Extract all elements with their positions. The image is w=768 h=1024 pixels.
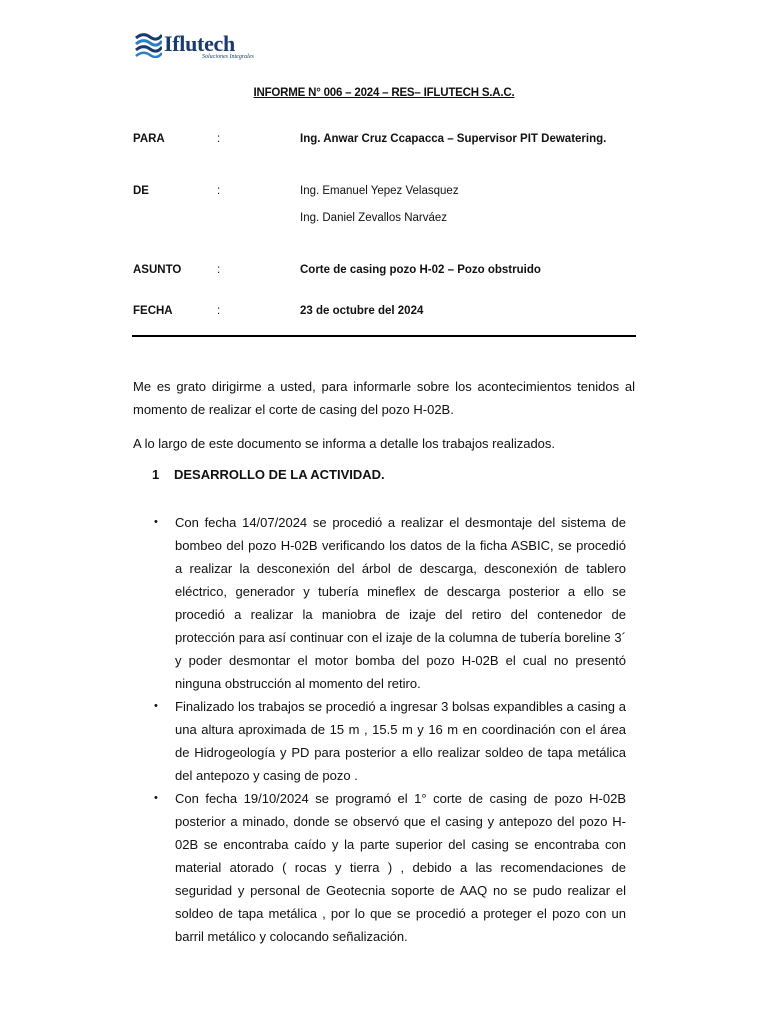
logo-brand-main: Iflu (164, 31, 198, 56)
document-title: INFORME N° 006 – 2024 – RES– IFLUTECH S.A.C. (253, 87, 515, 99)
bullet-icon: • (154, 700, 158, 712)
logo-wordmark (164, 30, 254, 60)
intro-paragraph-2: A lo largo de este documento se informa a detalle los trabajos realizados. (133, 436, 556, 451)
para-label: PARA (133, 133, 165, 145)
company-logo (134, 30, 254, 60)
asunto-value: Corte de casing pozo H-02 – Pozo obstruido (300, 264, 541, 276)
fecha-label: FECHA (133, 305, 173, 317)
wave-logo-icon (134, 30, 162, 58)
list-item (152, 511, 626, 695)
bullet-icon: • (154, 516, 158, 528)
section-title: DESARROLLO DE LA ACTIVIDAD. (174, 467, 385, 482)
list-item-text: Con fecha 19/10/2024 se programó el 1° corte de casing de pozo H-02B posterior a minado, donde se observó que el casing y antepozo del pozo H-02B se encontraba caído y la parte superior del casing se encontraba con material atorado ( rocas y tierra ) , debido a las recomendaciones de seguridad y personal de Geotecnia soporte de AAQ no se pudo realizar el soldeo de tapa metálica , por lo que se procedió a proteger el pozo con un barril metálico y colocando señalización. (175, 791, 626, 944)
para-value: Ing. Anwar Cruz Ccapacca – Supervisor PIT Dewatering. (300, 133, 607, 145)
list-item-text: Con fecha 14/07/2024 se procedió a realizar el desmontaje del sistema de bombeo del pozo H-02B verificando los datos de la ficha ASBIC, se procedió a realizar la desconexión del árbol de descarga, desconexión de tablero eléctrico, generador y tubería mineflex de descarga posterior a ello se procedió a realizar la maniobra de izaje del retiro del contenedor de protección para así continuar con el izaje de la columna de tubería boreline 3´ y poder desmontar el motor bomba del pozo H-02B el cual no presentó ninguna obstrucción al momento del retiro. (175, 515, 626, 691)
de-colon: : (217, 185, 221, 197)
intro-paragraph-1: Me es grato dirigirme a usted, para informarle sobre los acontecimientos tenidos al momento de realizar el corte de casing del pozo H-02B. (133, 379, 635, 417)
fecha-value: 23 de octubre del 2024 (300, 305, 424, 317)
de-value-1: Ing. Emanuel Yepez Velasquez (300, 185, 459, 197)
list-item-text: Finalizado los trabajos se procedió a ingresar 3 bolsas expandibles a casing a una altura aproximada de 15 m , 15.5 m y 16 m en coordinación con el área de Hidrogeología y PD para posterior a ello realizar soldeo de tapa metálica del antepozo y casing de pozo . (175, 699, 626, 783)
fecha-colon: : (217, 305, 221, 317)
section-heading (152, 465, 385, 485)
logo-brand-rest: tech (197, 31, 235, 56)
bullet-icon: • (154, 792, 158, 804)
de-value-2: Ing. Daniel Zevallos Narváez (300, 212, 448, 224)
de-label: DE (133, 185, 149, 197)
header-divider (132, 335, 636, 337)
list-item (152, 787, 626, 948)
activity-list (152, 511, 626, 948)
list-item (152, 695, 626, 787)
asunto-colon: : (217, 264, 221, 276)
logo-tagline: Soluciones Integrales (202, 54, 254, 60)
asunto-label: ASUNTO (133, 264, 182, 276)
section-number: 1 (152, 467, 160, 482)
para-colon: : (217, 133, 221, 145)
